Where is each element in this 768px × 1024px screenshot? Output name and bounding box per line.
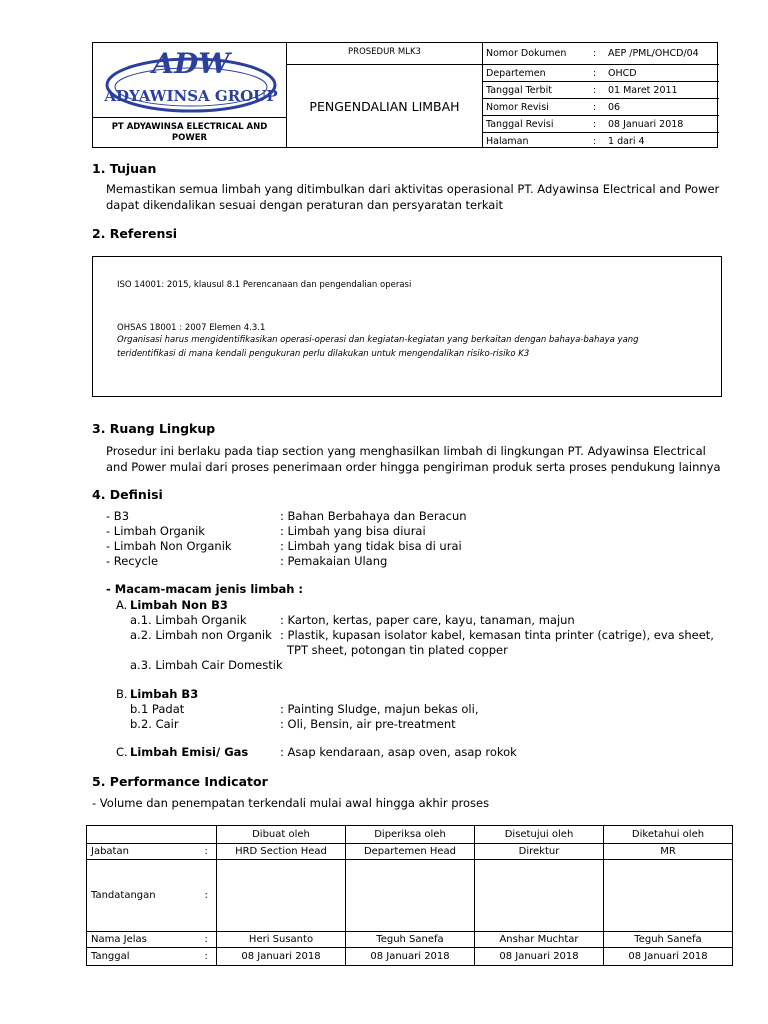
category-title: Limbah B3 (130, 687, 199, 701)
table-row: Nama Jelas : Heri Susanto Teguh Sanefa Anshar Muchtar Teguh Sanefa (87, 932, 733, 948)
sub-desc: : Asap kendaraan, asap oven, asap rokok (280, 745, 517, 759)
sub-desc: : Oli, Bensin, air pre-treatment (280, 717, 456, 731)
signature-cell (475, 860, 604, 932)
doc-title: PENGENDALIAN LIMBAH (287, 65, 483, 148)
paragraph: Memastikan semua limbah yang ditimbulkan dari aktivitas operasional PT. Adyawinsa Electrical and Power dapat dikendalikan sesuai dengan peraturan dan persyaratan terkait (106, 182, 720, 212)
info-row: Tanggal Revisi : 08 Januari 2018 (483, 116, 719, 133)
table-cell: Departemen Head (346, 844, 475, 860)
section-title: 4. Definisi (92, 487, 163, 502)
def-term: - Limbah Organik (106, 524, 205, 538)
column-header: Diperiksa oleh (346, 826, 475, 844)
paragraph: - Volume dan penempatan terkendali mulai awal hingga akhir proses (92, 796, 490, 810)
def-term: - Recycle (106, 554, 159, 568)
logo-cell (93, 43, 287, 117)
table-cell: HRD Section Head (217, 844, 346, 860)
table-cell: 08 Januari 2018 (604, 948, 733, 966)
def-desc: : Limbah yang bisa diurai (280, 524, 426, 538)
doc-info (483, 43, 719, 150)
logo-group-name: ADYAWINSA GROUP (104, 87, 278, 105)
table-cell: Direktur (475, 844, 604, 860)
sub-term: a.1. Limbah Organik (130, 613, 247, 627)
company-name: PT ADYAWINSA ELECTRICAL AND POWER (93, 117, 287, 148)
table-header-row (87, 826, 733, 844)
doc-type: PROSEDUR MLK3 (287, 43, 483, 65)
section-title: 2. Referensi (92, 226, 178, 241)
def-term: - B3 (106, 509, 130, 523)
jenis-limbah-title: - Macam-macam jenis limbah : (106, 582, 303, 596)
company-logo (103, 47, 279, 113)
reference-box (92, 256, 722, 397)
category-prefix: B. (116, 687, 128, 701)
signature-cell (346, 860, 475, 932)
info-row: Nomor Dokumen : AEP /PML/OHCD/04 (483, 43, 719, 65)
info-row: Departemen : OHCD (483, 65, 719, 82)
table-cell: Teguh Sanefa (346, 932, 475, 948)
sub-term: b.2. Cair (130, 717, 179, 731)
section-title: 1. Tujuan (92, 161, 157, 176)
table-row: Jabatan : HRD Section Head Departemen Head Direktur MR (87, 844, 733, 860)
approval-table (86, 825, 733, 966)
row-label: Nama Jelas (87, 932, 201, 948)
sub-desc-cont: TPT sheet, potongan tin plated copper (287, 643, 508, 657)
category-prefix: C. (116, 745, 128, 759)
def-term: - Limbah Non Organik (106, 539, 232, 553)
info-row: Tanggal Terbit : 01 Maret 2011 (483, 82, 719, 99)
signature-cell (217, 860, 346, 932)
info-row: Nomor Revisi : 06 (483, 99, 719, 116)
def-desc: : Pemakaian Ulang (280, 554, 388, 568)
category-prefix: A. (116, 598, 128, 612)
reference-iso: ISO 14001: 2015, klausul 8.1 Perencanaan dan pengendalian operasi (117, 280, 412, 290)
sub-term: a.2. Limbah non Organik (130, 628, 272, 642)
sub-desc: : Karton, kertas, paper care, kayu, tanaman, majun (280, 613, 575, 627)
section-title: 5. Performance Indicator (92, 774, 268, 789)
table-row: Tandatangan : (87, 860, 733, 932)
table-cell: 08 Januari 2018 (475, 948, 604, 966)
paragraph: Prosedur ini berlaku pada tiap section yang menghasilkan limbah di lingkungan PT. Adyawinsa Electrical and Power mulai dari proses penerimaan order hingga pengiriman produk serta proses pendukung lainnya (106, 444, 721, 474)
table-cell: MR (604, 844, 733, 860)
sub-term: b.1 Padat (130, 702, 185, 716)
reference-ohsas: OHSAS 18001 : 2007 Elemen 4.3.1 (117, 323, 266, 333)
signature-cell (604, 860, 733, 932)
column-header: Disetujui oleh (475, 826, 604, 844)
reference-ohsas-desc: Organisasi harus mengidentifikasikan operasi-operasi dan kegiatan-kegiatan yang berkaitan dengan bahaya-bahaya yang teridentifikasi di mana kendali pengukuran perlu dilakukan untuk mengendalikan risiko-risiko K3 (117, 335, 639, 359)
category-title: Limbah Non B3 (130, 598, 228, 612)
sub-desc: : Plastik, kupasan isolator kabel, kemasan tinta printer (catrige), eva sheet, (280, 628, 714, 642)
row-label: Tandatangan (87, 860, 201, 932)
table-row: Tanggal : 08 Januari 2018 08 Januari 2018 08 Januari 2018 08 Januari 2018 (87, 948, 733, 966)
column-header: Diketahui oleh (604, 826, 733, 844)
table-cell: 08 Januari 2018 (217, 948, 346, 966)
sub-desc: : Painting Sludge, majun bekas oli, (280, 702, 479, 716)
logo-mark: ADW (152, 47, 230, 80)
table-cell: Anshar Muchtar (475, 932, 604, 948)
def-desc: : Bahan Berbahaya dan Beracun (280, 509, 467, 523)
category-title: Limbah Emisi/ Gas (130, 745, 249, 759)
row-label: Jabatan (87, 844, 201, 860)
table-cell: 08 Januari 2018 (346, 948, 475, 966)
info-row: Halaman : 1 dari 4 (486, 136, 645, 147)
table-cell: Heri Susanto (217, 932, 346, 948)
table-cell: Teguh Sanefa (604, 932, 733, 948)
def-desc: : Limbah yang tidak bisa di urai (280, 539, 462, 553)
section-title: 3. Ruang Lingkup (92, 421, 216, 436)
row-label: Tanggal (87, 948, 201, 966)
sub-term: a.3. Limbah Cair Domestik (130, 658, 283, 672)
document-header (92, 42, 718, 148)
column-header: Dibuat oleh (217, 826, 346, 844)
